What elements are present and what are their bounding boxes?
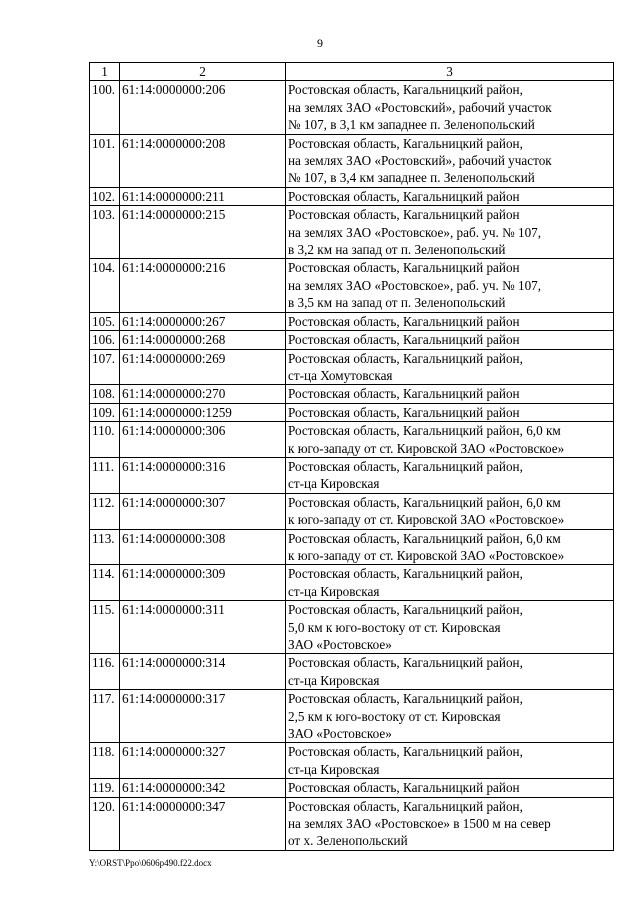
table-row	[90, 422, 614, 458]
address-line: Ростовская область, Кагальницкий район	[288, 404, 520, 420]
table-row	[90, 206, 614, 259]
address-line: от х. Зеленопольский	[288, 833, 408, 849]
row-number: 110.	[90, 422, 120, 458]
table-row	[90, 331, 614, 349]
table-row	[90, 601, 614, 654]
address-line: № 107, в 3,4 км западнее п. Зеленопольский	[288, 170, 535, 186]
address-line: Ростовская область, Кагальницкий район,	[288, 82, 523, 98]
row-number: 113.	[90, 529, 120, 565]
address-line: на землях ЗАО «Ростовское», раб. уч. № 107,	[288, 224, 542, 240]
address-cell	[286, 601, 614, 654]
address-line: Ростовская область, Кагальницкий район,	[288, 602, 523, 618]
cadastral-number: 61:14:0000000:267	[120, 312, 286, 330]
cadastral-number: 61:14:0000000:327	[120, 743, 286, 779]
address-cell	[286, 797, 614, 850]
cadastral-number: 61:14:0000000:268	[120, 331, 286, 349]
cadastral-number: 61:14:0000000:211	[120, 187, 286, 205]
address-cell	[286, 331, 614, 349]
address-cell	[286, 312, 614, 330]
address-line: Ростовская область, Кагальницкий район,	[288, 655, 523, 671]
row-number: 114.	[90, 565, 120, 601]
address-cell	[286, 690, 614, 743]
row-number: 111.	[90, 457, 120, 493]
row-number: 120.	[90, 797, 120, 850]
address-cell	[286, 134, 614, 187]
address-line: Ростовская область, Кагальницкий район,	[288, 350, 523, 366]
address-line: Ростовская область, Кагальницкий район	[288, 332, 520, 348]
row-number: 119.	[90, 779, 120, 797]
address-line: Ростовская область, Кагальницкий район	[288, 313, 520, 329]
cadastral-number: 61:14:0000000:206	[120, 81, 286, 134]
address-line: 5,0 км к юго-востоку от ст. Кировская	[288, 619, 501, 635]
address-line: Ростовская область, Кагальницкий район	[288, 188, 520, 204]
address-line: на землях ЗАО «Ростовский», рабочий участок	[288, 153, 552, 169]
address-line: ЗАО «Ростовское»	[288, 726, 392, 742]
table-row	[90, 690, 614, 743]
cadastral-number: 61:14:0000000:216	[120, 259, 286, 312]
table-header-row	[90, 63, 614, 81]
address-line: ст-ца Кировская	[288, 672, 380, 688]
address-cell	[286, 206, 614, 259]
address-line: ст-ца Кировская	[288, 476, 380, 492]
address-line: Ростовская область, Кагальницкий район, 6,0 км	[288, 423, 561, 439]
cadastral-number: 61:14:0000000:208	[120, 134, 286, 187]
address-line: Ростовская область, Кагальницкий район	[288, 386, 520, 402]
table-row	[90, 403, 614, 421]
address-cell	[286, 422, 614, 458]
cadastral-number: 61:14:0000000:317	[120, 690, 286, 743]
cadastral-number: 61:14:0000000:307	[120, 493, 286, 529]
row-number: 117.	[90, 690, 120, 743]
row-number: 109.	[90, 403, 120, 421]
footer-file-path: Y:\ORST\Ppo\0606p490.f22.docx	[89, 858, 212, 868]
address-cell	[286, 457, 614, 493]
row-number: 118.	[90, 743, 120, 779]
registry-table	[89, 62, 614, 851]
table-row	[90, 654, 614, 690]
cadastral-number: 61:14:0000000:311	[120, 601, 286, 654]
row-number: 105.	[90, 312, 120, 330]
row-number: 115.	[90, 601, 120, 654]
address-line: 2,5 км к юго-востоку от ст. Кировская	[288, 708, 501, 724]
address-line: к юго-западу от ст. Кировской ЗАО «Ростовское»	[288, 512, 565, 528]
address-line: в 3,2 км на запад от п. Зеленопольский	[288, 242, 506, 258]
page-number: 9	[317, 36, 323, 50]
table-row	[90, 81, 614, 134]
address-line: ЗАО «Ростовское»	[288, 637, 392, 652]
table-row	[90, 457, 614, 493]
address-line: к юго-западу от ст. Кировской ЗАО «Ростовское»	[288, 547, 565, 563]
address-line: Ростовская область, Кагальницкий район,	[288, 744, 523, 760]
address-cell	[286, 529, 614, 565]
cadastral-number: 61:14:0000000:1259	[120, 403, 286, 421]
table-row	[90, 259, 614, 312]
row-number: 100.	[90, 81, 120, 134]
address-cell	[286, 187, 614, 205]
row-number: 106.	[90, 331, 120, 349]
table-row	[90, 312, 614, 330]
address-cell	[286, 743, 614, 779]
cadastral-number: 61:14:0000000:308	[120, 529, 286, 565]
address-cell	[286, 493, 614, 529]
header-col-3: 3	[286, 63, 614, 81]
address-cell	[286, 259, 614, 312]
address-line: ст-ца Кировская	[288, 761, 380, 777]
address-line: ст-ца Хомутовская	[288, 367, 393, 383]
row-number: 104.	[90, 259, 120, 312]
table-row	[90, 385, 614, 403]
address-line: в 3,5 км на запад от п. Зеленопольский	[288, 295, 506, 311]
table-row	[90, 743, 614, 779]
address-line: Ростовская область, Кагальницкий район,	[288, 691, 523, 707]
address-cell	[286, 654, 614, 690]
address-line: Ростовская область, Кагальницкий район	[288, 207, 520, 223]
address-line: Ростовская область, Кагальницкий район, 6,0 км	[288, 494, 561, 510]
address-cell	[286, 779, 614, 797]
address-line: Ростовская область, Кагальницкий район,	[288, 458, 523, 474]
row-number: 101.	[90, 134, 120, 187]
cadastral-number: 61:14:0000000:215	[120, 206, 286, 259]
cadastral-number: 61:14:0000000:269	[120, 349, 286, 385]
row-number: 108.	[90, 385, 120, 403]
address-cell	[286, 385, 614, 403]
table-row	[90, 529, 614, 565]
table-row	[90, 134, 614, 187]
address-line: Ростовская область, Кагальницкий район	[288, 260, 520, 276]
address-line: на землях ЗАО «Ростовский», рабочий участок	[288, 99, 552, 115]
table-row	[90, 797, 614, 850]
cadastral-number: 61:14:0000000:270	[120, 385, 286, 403]
address-cell	[286, 403, 614, 421]
row-number: 102.	[90, 187, 120, 205]
cadastral-number: 61:14:0000000:342	[120, 779, 286, 797]
table-row	[90, 565, 614, 601]
address-line: № 107, в 3,1 км западнее п. Зеленопольский	[288, 117, 535, 133]
address-cell	[286, 81, 614, 134]
address-cell	[286, 349, 614, 385]
address-line: Ростовская область, Кагальницкий район,	[288, 798, 523, 814]
cadastral-number: 61:14:0000000:306	[120, 422, 286, 458]
address-line: Ростовская область, Кагальницкий район	[288, 780, 520, 796]
row-number: 116.	[90, 654, 120, 690]
table-row	[90, 779, 614, 797]
cadastral-number: 61:14:0000000:314	[120, 654, 286, 690]
address-line: на землях ЗАО «Ростовское», раб. уч. № 107,	[288, 277, 542, 293]
address-cell	[286, 565, 614, 601]
address-line: Ростовская область, Кагальницкий район, 6,0 км	[288, 530, 561, 546]
cadastral-number: 61:14:0000000:309	[120, 565, 286, 601]
cadastral-number: 61:14:0000000:316	[120, 457, 286, 493]
address-line: Ростовская область, Кагальницкий район,	[288, 135, 523, 151]
header-col-2: 2	[120, 63, 286, 81]
table-row	[90, 349, 614, 385]
address-line: к юго-западу от ст. Кировской ЗАО «Ростовское»	[288, 440, 565, 456]
table-row	[90, 187, 614, 205]
address-line: ст-ца Кировская	[288, 583, 380, 599]
address-line: Ростовская область, Кагальницкий район,	[288, 566, 523, 582]
header-col-1: 1	[90, 63, 120, 81]
cadastral-number: 61:14:0000000:347	[120, 797, 286, 850]
address-line: на землях ЗАО «Ростовское» в 1500 м на север	[288, 816, 551, 832]
row-number: 107.	[90, 349, 120, 385]
row-number: 112.	[90, 493, 120, 529]
table-row	[90, 493, 614, 529]
row-number: 103.	[90, 206, 120, 259]
